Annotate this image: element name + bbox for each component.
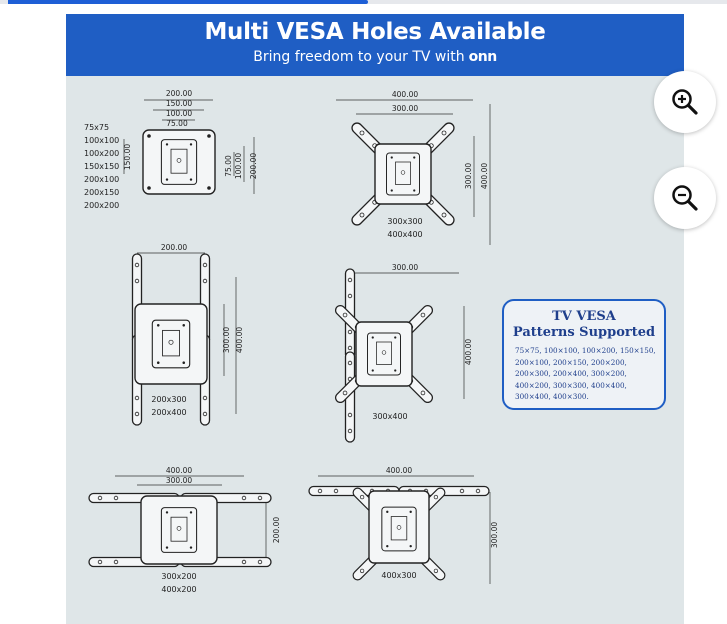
dim-label: 200.00	[272, 516, 281, 544]
zoom-out-button[interactable]	[654, 167, 716, 229]
pattern-label: 300x300	[387, 217, 423, 226]
dim-label: 100.00	[165, 109, 193, 118]
diagram-vertical-arms	[133, 243, 245, 425]
diagram-mixed-arms	[334, 263, 473, 442]
dim-label: 200.00	[249, 152, 258, 180]
vesa-pattern-line: 75×75, 100×100, 100×200, 150×150,	[515, 346, 656, 355]
pattern-label: 100x200	[84, 149, 120, 158]
vesa-pattern-line: 200×100, 200×150, 200×200,	[515, 357, 627, 367]
dim-label: 75.00	[166, 119, 188, 128]
pattern-label: 200x200	[84, 201, 120, 210]
dim-label: 300.00	[391, 263, 419, 272]
image-progress-track	[0, 0, 727, 4]
dim-label: 400.00	[235, 326, 244, 354]
dim-label: 150.00	[123, 143, 132, 171]
pattern-label: 300x400	[372, 412, 408, 421]
dim-label: 150.00	[165, 99, 193, 108]
vesa-title-line1: TV VESA	[552, 309, 616, 324]
zoom-in-button[interactable]	[654, 71, 716, 133]
dim-label: 300.00	[490, 521, 499, 549]
vesa-patterns-box	[502, 299, 666, 410]
dim-label: 400.00	[391, 90, 419, 99]
vesa-pattern-line: 200×300, 200×400, 300×200,	[515, 369, 627, 378]
pattern-label: 200x400	[151, 408, 187, 417]
zoom-in-icon	[670, 87, 700, 117]
pattern-label: 400x400	[387, 230, 423, 239]
dim-label: 400.00	[464, 338, 473, 366]
dim-label: 75.00	[224, 155, 233, 177]
dim-label: 300.00	[391, 104, 419, 113]
pattern-label: 150x150	[84, 162, 120, 171]
diagram-small-plate	[84, 89, 258, 210]
pattern-label: 100x100	[84, 136, 120, 145]
dim-label: 300.00	[464, 162, 473, 190]
dim-label: 100.00	[234, 152, 243, 180]
dim-label: 400.00	[165, 466, 193, 475]
pattern-label: 200x150	[84, 188, 120, 197]
dim-label: 400.00	[480, 162, 489, 190]
diagram-x-arms-400	[336, 90, 490, 245]
pattern-label: 200x100	[84, 175, 120, 184]
banner-subtitle-text: Bring freedom to your TV with	[253, 49, 465, 65]
dim-label: 200.00	[165, 89, 193, 98]
dim-label: 300.00	[222, 326, 231, 354]
pattern-label: 75x75	[84, 123, 110, 132]
dim-label: 400.00	[385, 466, 413, 475]
vesa-box-title	[504, 309, 664, 341]
vesa-pattern-list	[515, 345, 659, 403]
banner-title: Multi VESA Holes Available	[204, 19, 546, 45]
vesa-pattern-line: 300×400, 400×300.	[515, 392, 589, 401]
pattern-label: 200x300	[151, 395, 187, 404]
vesa-pattern-line: 400×200, 300×300, 400×400,	[515, 380, 627, 390]
image-progress-fill	[8, 0, 368, 4]
zoom-out-icon	[670, 183, 700, 213]
brand-logo: onn	[468, 49, 497, 65]
diagram-horizontal-arms	[89, 466, 281, 594]
product-image[interactable]	[66, 14, 684, 624]
pattern-label: 400x300	[381, 571, 417, 580]
pattern-label: 300x200	[161, 572, 197, 581]
dim-label: 300.00	[165, 476, 193, 485]
vesa-title-line2: Patterns Supported	[512, 325, 656, 340]
pattern-label: 400x200	[161, 585, 197, 594]
dim-label: 200.00	[160, 243, 188, 252]
diagram-horizontal-x-arms	[309, 466, 499, 584]
